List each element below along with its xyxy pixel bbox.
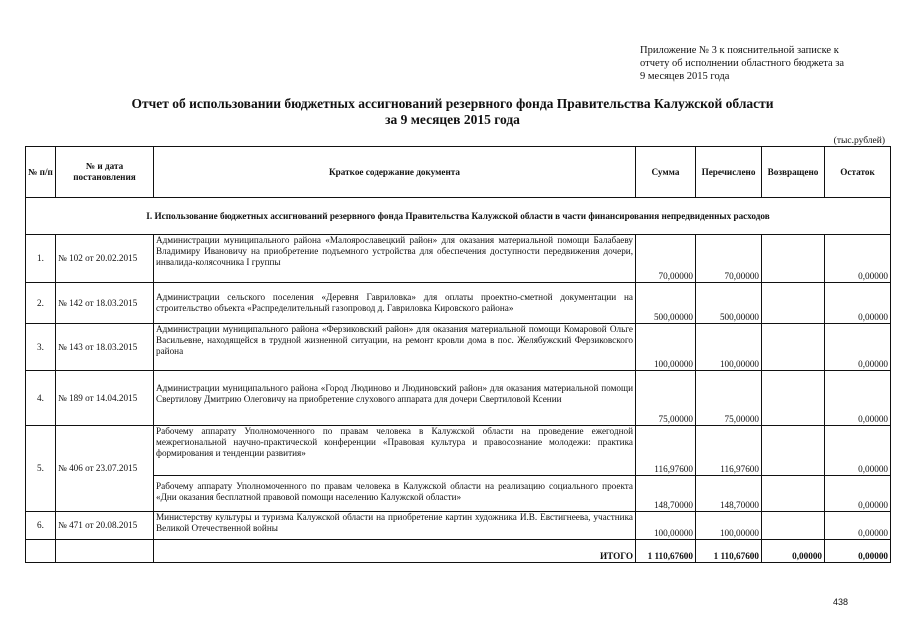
page-number: 438: [833, 597, 849, 607]
report-table: [25, 146, 891, 563]
row-num: 4.: [26, 371, 56, 426]
row-transferred: 148,70000: [696, 476, 762, 512]
row-sum: 148,70000: [636, 476, 696, 512]
annex-line-3: 9 месяцев 2015 года: [640, 71, 730, 82]
table-row: [26, 324, 891, 371]
row-transferred: 70,00000: [696, 235, 762, 283]
row-sum: 70,00000: [636, 235, 696, 283]
table-header-row: [26, 147, 891, 198]
row-sum: 75,00000: [636, 371, 696, 426]
row-sum: 116,97600: [636, 426, 696, 476]
row-content: Рабочему аппарату Уполномоченного по правам человека в Калужской области на проведение ежегодной межрегиональной научно-практической конференции «Правовая культура и правосознание молодежи: практика формирования и тенденции развития»: [154, 426, 636, 476]
row-content: Администрации муниципального района «Ферзиковский район» для оказания материальной помощи Комаровой Ольге Васильевне, находящейся в трудной жизненной ситуации, на ремонт кровли дома в пос. Желябужский Ферзиковского района: [154, 324, 636, 371]
total-row: [26, 540, 891, 563]
row-returned: [762, 512, 825, 540]
total-balance: 0,00000: [825, 540, 891, 563]
row-balance: 0,00000: [825, 283, 891, 324]
table-row: [26, 476, 891, 512]
total-transferred: 1 110,67600: [696, 540, 762, 563]
row-transferred: 500,00000: [696, 283, 762, 324]
total-empty-decree: [56, 540, 154, 563]
table-row: [26, 235, 891, 283]
row-transferred: 100,00000: [696, 512, 762, 540]
row-transferred: 100,00000: [696, 324, 762, 371]
row-content: Администрации муниципального района «Город Людиново и Людиновский район» для оказания материальной помощи Свертилову Дмитрию Олеговичу на приобретение слухового аппарата для дочери Свертиловой Ксении: [154, 371, 636, 426]
row-sum: 100,00000: [636, 324, 696, 371]
row-transferred: 75,00000: [696, 371, 762, 426]
section-title: I. Использование бюджетных ассигнований резервного фонда Правительства Калужской области в части финансирования непредвиденных расходов: [26, 198, 891, 235]
header-transferred: Перечислено: [696, 147, 762, 198]
row-returned: [762, 235, 825, 283]
row-sum: 500,00000: [636, 283, 696, 324]
row-content: Министерству культуры и туризма Калужской области на приобретение картин художника И.В. Евстигнеева, участника Великой Отечественной войны: [154, 512, 636, 540]
row-balance: 0,00000: [825, 371, 891, 426]
row-num: 2.: [26, 283, 56, 324]
row-returned: [762, 476, 825, 512]
row-returned: [762, 426, 825, 476]
header-content: Краткое содержание документа: [154, 147, 636, 198]
row-balance: 0,00000: [825, 324, 891, 371]
row-decree: № 102 от 20.02.2015: [56, 235, 154, 283]
row-returned: [762, 324, 825, 371]
annex-line-2: отчету об исполнении областного бюджета за: [640, 58, 845, 69]
row-decree: № 143 от 18.03.2015: [56, 324, 154, 371]
header-decree: № и дата постановления: [56, 147, 154, 198]
row-content: Рабочему аппарату Уполномоченного по правам человека в Калужской области на реализацию социального проекта «Дни оказания бесплатной правовой помощи населению Калужской области»: [154, 476, 636, 512]
row-decree: № 406 от 23.07.2015: [56, 426, 154, 512]
report-title-line-2: за 9 месяцев 2015 года: [385, 112, 520, 127]
row-num: 1.: [26, 235, 56, 283]
row-num: 6.: [26, 512, 56, 540]
row-balance: 0,00000: [825, 426, 891, 476]
row-content: Администрации сельского поселения «Деревня Гавриловка» для оплаты проектно-сметной документации на строительство объекта «Распределительный газопровод д. Гавриловка Кировского района»: [154, 283, 636, 324]
table-row: [26, 512, 891, 540]
row-decree: № 142 от 18.03.2015: [56, 283, 154, 324]
row-decree: № 471 от 20.08.2015: [56, 512, 154, 540]
total-sum: 1 110,67600: [636, 540, 696, 563]
total-empty-num: [26, 540, 56, 563]
section-row: [26, 198, 891, 235]
row-num: 3.: [26, 324, 56, 371]
header-num: № п/п: [26, 147, 56, 198]
header-sum: Сумма: [636, 147, 696, 198]
header-balance: Остаток: [825, 147, 891, 198]
row-sum: 100,00000: [636, 512, 696, 540]
report-title: [0, 96, 905, 128]
annex-note: [640, 44, 895, 83]
table-row: [26, 426, 891, 476]
total-returned: 0,00000: [762, 540, 825, 563]
row-content: Администрации муниципального района «Малоярославецкий район» для оказания материальной помощи Балабаеву Владимиру Ивановичу на приобретение подъемного устройства для обеспечения доступности передвижения дочери, инвалида-колясочника I группы: [154, 235, 636, 283]
row-balance: 0,00000: [825, 512, 891, 540]
row-balance: 0,00000: [825, 235, 891, 283]
header-returned: Возвращено: [762, 147, 825, 198]
units-label: (тыс.рублей): [833, 136, 885, 146]
row-balance: 0,00000: [825, 476, 891, 512]
row-returned: [762, 283, 825, 324]
row-num: 5.: [26, 426, 56, 512]
total-label: ИТОГО: [154, 540, 636, 563]
report-title-line-1: Отчет об использовании бюджетных ассигнований резервного фонда Правительства Калужской области: [131, 96, 774, 111]
table-row: [26, 371, 891, 426]
annex-line-1: Приложение № 3 к пояснительной записке к: [640, 45, 839, 56]
table-row: [26, 283, 891, 324]
row-decree: № 189 от 14.04.2015: [56, 371, 154, 426]
row-transferred: 116,97600: [696, 426, 762, 476]
row-returned: [762, 371, 825, 426]
